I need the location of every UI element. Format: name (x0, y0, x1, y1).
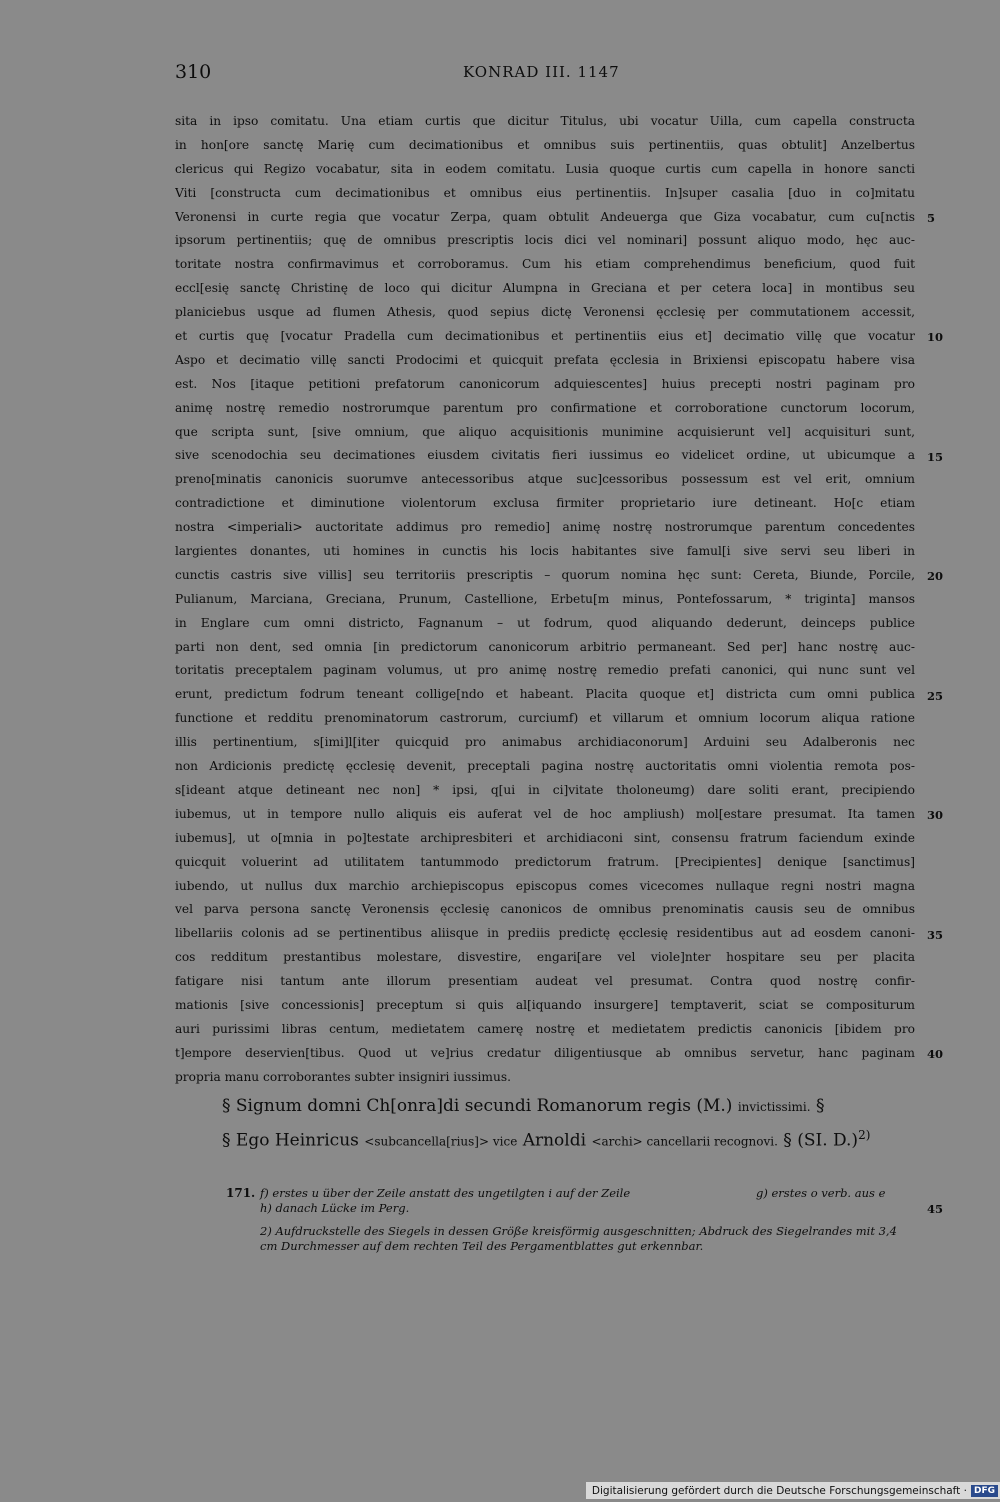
text-line: parti non dent, sed omnia [in predictorum canonicorum arbitrio permaneant. Sed per] hanc nostrę auc- (175, 639, 915, 654)
text-line: in hon[ore sanctę Marię cum decimationibus et omnibus suis pertinentiis, quas obtulit] Anzelbertus (175, 137, 915, 152)
text-line: illis pertinentium, s[imi]l[iter quicquid pro animabus archidiaconorum] Arduini seu Adalberonis nec (175, 735, 915, 750)
dfg-logo: DFG (971, 1485, 998, 1497)
text-line: iubemus, ut in tempore nullo aliquis eis auferat vel de hoc ampliush) mol[estare presumat. Ita tamen (175, 806, 915, 821)
text-line: iubemus], ut o[mnia in po]testate archipresbiteri et archidiaconi sint, consensu fratrum faciendum exinde (175, 830, 915, 845)
page-number: 310 (175, 61, 212, 83)
signum-tail: invictissimi. (737, 1100, 811, 1114)
recognitio-part2: <subcancella[rius]> vice (364, 1134, 518, 1149)
text-line: propria manu corroborantes subter insigniri iussimus. (175, 1069, 511, 1084)
signum-text: Signum domni Ch[onra]di secundi Romanorum regis (M.) (235, 1096, 733, 1116)
text-line: eccl[esię sanctę Christinę de loco qui dicitur Alumpna in Greciana et per cetera loca] in montibus seu (175, 281, 915, 296)
footer-text: Digitalisierung gefördert durch die Deutsche Forschungsgemeinschaft · (591, 1484, 967, 1497)
footnote-f: f) erstes u über der Zeile anstatt des ungetilgten i auf der Zeile (260, 1186, 631, 1200)
recognitio-part4: <archi> cancellarii recognovi. (591, 1134, 778, 1149)
line-number: 10 (927, 330, 944, 345)
line-number: 30 (927, 808, 944, 823)
monogram-mark-end: § (815, 1096, 825, 1116)
text-line: quicquit voluerint ad utilitatem tantummodo predictorum fratrum. [Precipientes] denique [sanctimus] (175, 854, 915, 869)
line-number: 40 (927, 1047, 944, 1062)
recognitio-part1: Ego Heinricus (235, 1130, 359, 1151)
text-line: est. Nos [itaque petitioni prefatorum canonicorum adquiescentes] huius precepti nostri paginam pro (175, 376, 915, 391)
footnote-2: 2) Aufdruckstelle des Siegels in dessen Größe kreisförmig ausgeschnitten; Abdruck des Siegelrandes mit 3,4 cm Durchmesser auf dem rechten Teil des Pergamentblattes gut erkennbar. (260, 1224, 897, 1253)
chancery-mark: § (222, 1130, 231, 1151)
text-line: planiciebus usque ad flumen Athesis, quod sepius dictę Veronensi ęcclesię per commutationem accessit, (175, 305, 915, 320)
line-number: 5 (927, 210, 936, 225)
text-line: clericus qui Regizo vocabatur, sita in eodem comitatu. Lusia quoque curtis cum capella in honore sancti (175, 161, 915, 176)
text-line: preno[minatis canonicis suorumve antecessoribus atque suc]cessoribus possessum est vel erit, omnium (175, 472, 915, 487)
recognitio-line (222, 1128, 870, 1151)
text-line: largientes donantes, uti homines in cunctis his locis habitantes sive famul[i sive servi seu liberi in (175, 544, 915, 559)
text-line: contradictione et diminutione violentorum exclusa firmiter proprietario iure detineant. Ho[c etiam (175, 496, 915, 511)
text-line: fatigare nisi tantum ante illorum presentiam audeat vel presumat. Contra quod nostrę confir- (175, 974, 915, 989)
text-line: cunctis castris sive villis] seu territoriis prescriptis – quorum nomina hęc sunt: Cereta, Biunde, Porcile, (175, 567, 915, 582)
text-line: mationis [sive concessionis] preceptum si quis al[iquando insurgere] temptaverit, sciat se compositurum (175, 997, 915, 1012)
seal-note: (SI. D.) (797, 1130, 859, 1151)
text-line: functione et redditu prenominatorum castrorum, curciumf) et villarum et omnium locorum aliqua ratione (175, 711, 915, 726)
line-number: 45 (927, 1202, 944, 1216)
text-line: vel parva persona sanctę Veronensis ęcclesię canonicos de omnibus prenominatis causis seu de omnibus (175, 902, 915, 917)
text-line: et curtis quę [vocatur Pradella cum decimationibus et pertinentiis eius et] decimatio villę que vocatur (175, 329, 915, 344)
footnote-g: g) erstes o verb. aus e (756, 1186, 886, 1200)
text-line: toritate nostra confirmavimus et corroboramus. Cum his etiam comprehendimus beneficium, quod fuit (175, 257, 915, 272)
text-line: Aspo et decimatio villę sancti Prodocimi et quicquit prefata ęcclesia in Brixiensi episcopatu habere visa (175, 352, 915, 367)
page-header (175, 61, 915, 89)
text-line: Viti [constructa cum decimationibus et omnibus eius pertinentiis. In]super casalia [duo in co]mitatu (175, 185, 915, 200)
text-line: Veronensi in curte regia que vocatur Zerpa, quam obtulit Andeuerga que Giza vocabatur, cum cu[nctis (175, 209, 915, 224)
text-line: sita in ipso comitatu. Una etiam curtis que dicitur Titulus, ubi vocatur Uilla, cum capella constructa (175, 114, 915, 128)
text-line: in Englare cum omni districto, Fagnanum – ut fodrum, quod aliquando dederunt, deinceps publice (175, 615, 915, 630)
text-line: Pulianum, Marciana, Greciana, Prunum, Castellione, Erbetu[m minus, Pontefossarum, * triginta] mansos (175, 591, 915, 606)
footnote-h: h) danach Lücke im Perg. (260, 1201, 410, 1215)
text-line: auri purissimi libras centum, medietatem camerę nostrę et medietatem predictis canonicis [ibidem pro (175, 1021, 915, 1036)
text-line: iubendo, ut nullus dux marchio archiepiscopus episcopus comes vicecomes nullaque regni nostri magna (175, 878, 915, 893)
line-number: 15 (927, 449, 944, 464)
recognitio-part3: Arnoldi (522, 1130, 587, 1151)
text-line: s[ideant atque detineant nec non] * ipsi, q[ui in ci]vitate tholoneumg) dare soliti erant, precipiendo (175, 782, 915, 797)
text-line: non Ardicionis predictę ęcclesię devenit, preceptali pagina nostrę auctoritatis omni violentia remota pos- (175, 759, 915, 774)
line-number: 20 (927, 569, 944, 584)
text-line: t]empore deservien[tibus. Quod ut ve]rius credatur diligentiusque ab omnibus servetur, hanc paginam (175, 1045, 915, 1060)
seal-note-ref: 2) (858, 1128, 871, 1142)
doc-number: 171. (226, 1186, 256, 1200)
charter-text (175, 110, 915, 1090)
text-line: sive scenodochia seu decimationes eiusdem civitatis fieri iussimus eo videlicet ordine, ut ubicumque a (175, 448, 915, 463)
footnotes (226, 1186, 916, 1253)
running-title: KONRAD III. 1147 (463, 63, 620, 81)
text-line: nostra <imperiali> auctoritate addimus pro remedio] animę nostrę nostrorumque parentum concedentes (175, 520, 915, 535)
text-line: libellariis colonis ad se pertinentibus aliisque in prediis predictę ęcclesię residentibus aut ad eosdem canoni- (175, 926, 915, 941)
text-line: toritatis preceptalem paginam volumus, ut pro animę nostrę remedio prefati canonici, qui nunc sunt vel (175, 663, 915, 678)
monogram-mark: § (222, 1096, 231, 1116)
chancery-mark-end: § (783, 1130, 792, 1151)
line-number: 25 (927, 688, 944, 703)
signum-line (222, 1096, 824, 1116)
text-line: erunt, predictum fodrum teneant collige[ndo et habeant. Placita quoque et] districta cum omni publica (175, 687, 915, 702)
line-number: 35 (927, 927, 944, 942)
text-line: que scripta sunt, [sive omnium, que aliquo acquisitionis munimine acquisierunt vel] acquisituri sunt, (175, 424, 915, 439)
text-line: ipsorum pertinentiis; quę de omnibus prescriptis locis dici vel nominari] possunt aliquo modo, hęc auc- (175, 233, 915, 248)
text-line: cos redditum prestantibus molestare, disvestire, engari[are vel viole]nter hospitare seu per placita (175, 950, 915, 965)
footer-bar (586, 1482, 1000, 1499)
text-line: animę nostrę remedio nostrorumque parentum pro confirmatione et corroboratione cunctorum locorum, (175, 400, 915, 415)
